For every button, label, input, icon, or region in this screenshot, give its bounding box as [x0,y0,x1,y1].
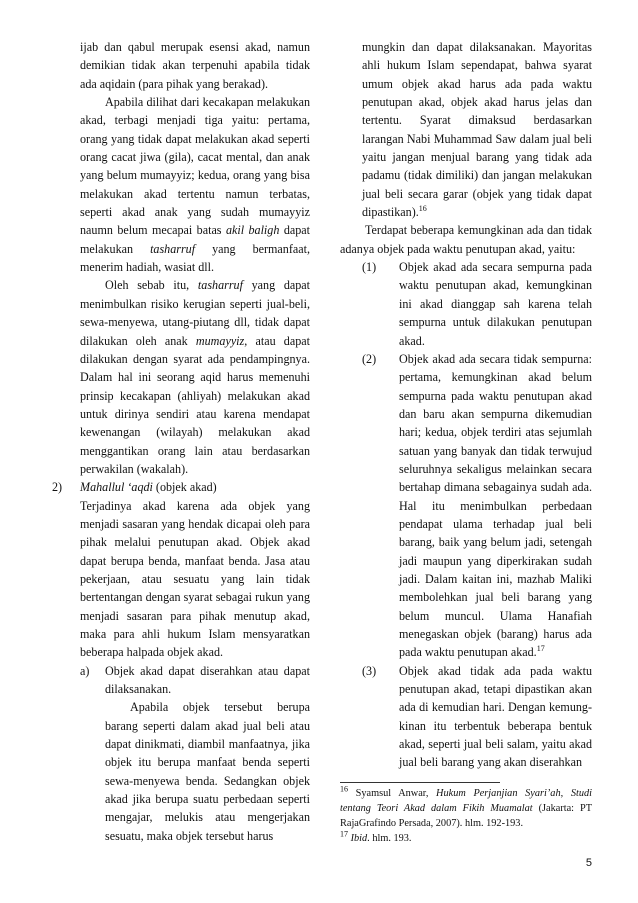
list-item-text: Objek akad ada secara tidak sempurna: pertama, kemungkinan akad belum sempurna pada waktu penutupan akad dan baru akan sempurna dikemudian hari; kedua, objek terdiri atas sejumlah satuan yang banyak dan tidak terwujud seluruhnya sekaligus melainkan secara bertahap dimana sebagainya sudah ada. Hal itu menimbulkan perbedaan pendapat ulama terhadap jual beli barang, baik yang belum jadi, setengah jadi maupun yang diperkirakan sudah jadi. Dalam kaitan ini, mazhab Maliki membolehkan jual beli barang yang belum muncul. Ulama Hanafiah menegaskan objek (barang) harus ada pada waktu penutupan akad.$^{17}$ [399,351,592,660]
list-marker: (3) [362,663,377,678]
list-item-2 [340,350,592,662]
paragraph: Apabila objek tersebut berupa barang seperti dalam akad jual beli atau dapat dinikmati, diambil manfaatnya, jika objek itu berupa manfaat benda seperti sewa-menyewa benda. Sedangkan objek akad jika berupa suatu perbedaan seperti mengajar, melukis atau mengerjakan sesuatu, maka objek tersebut harus [105,700,310,843]
left-column [52,38,310,845]
footnotes [340,786,592,846]
footnote-16: $^{16}$ Syamsul Anwar, Hukum Perjanjian Syari’ah, Studi tentang Teori Akad dalam Fikih Muamalat (Jakarta: PT RajaGrafindo Persada, 2007). hlm. 192-193. [340,784,592,829]
list-item-text: Objek akad tidak ada pada waktu penutupan akad, tetapi dipastikan akan ada di kemudian hari. Dengan kemung-kinan itu terbentuk beberapa bentuk akad, seperti jual beli salam, yaitu akad jual beli barang yang akan diserahkan [399,663,592,770]
paragraph: Apabila dilihat dari kecakapan melakukan akad, terbagi menjadi tiga yaitu: pertama, orang yang tidak dapat melakukan akad seperti orang cacat jiwa (gila), cacat mental, dan anak yang belum mumayyiz; kedua, orang yang bisa melakukan akad tertentu namun terbatas, seperti akad anak yang sudah mumayyiz naumn belum mecapai batas akil baligh dapat melakukan tasharruf yang bermanfaat, menerim hadiah, wasiat dll. [80,95,311,275]
footnote-ref: 16 [418,204,427,214]
page-number: 5 [585,857,592,869]
list-item-a [52,662,310,845]
paragraph: ijab dan qabul merupak esensi akad, namun demikian tidak akan terpenuhi apabila tidak ada aqidain (para pihak yang berakad). [80,40,310,91]
right-column [340,38,592,772]
footnote-17: $^{17}$ Ibid. hlm. 193. [340,829,412,844]
list-item-1 [340,258,592,350]
list-item-3 [340,662,592,772]
paragraph: Oleh sebab itu, tasharruf yang dapat menimbulkan risiko kerugian seperti jual-beli, sewa-menyewa, utang-piutang dll, tidak dapat dilakukan oleh anak mumayyiz, atau dapat dilakukan dengan syarat ada pendampingnya. Dalam hal ini seorang aqid harus memenuhi prinsip kecakapan (ahliyah) melakukan akad untuk dirinya sendiri atau karena mendapat kewenangan (wilayah) melakukan akad menggantikan orang lain atau berdasarkan perwakilan (wakalah). [80,278,311,476]
paragraph: mungkin dan dapat dilaksanakan. Mayoritas ahli hukum Islam sependapat, bahwa syarat umum objek akad harus ada pada waktu penutupan akad, objek akad harus jelas dan tertentu. Syarat dimaksud berdasarkan larangan Nabi Muhammad Saw dalam jual beli yaitu jangan menjual barang yang tidak ada padamu (tidak dimiliki) dan jangan melakukan jual beli secara garar (objek yang tidak dapat dipastikan).$^{16}$ [362,40,592,220]
footnote-ref: 17 [536,644,545,654]
list-item-text: Objek akad dapat diserahkan atau dapat dilaksanakan. [105,663,310,697]
list-item-text: Objek akad ada secara sempurna pada waktu penutupan akad, kemungkinan ini akad dianggap sah karena telah sempurna untuk dilakukan penutupan akad. [399,260,592,348]
list-marker: a) [80,663,90,678]
footnote-divider [340,782,500,783]
list-marker: (1) [362,260,377,275]
section-heading: Mahallul ‘aqdi (objek akad) [80,480,217,495]
paragraph: Terdapat beberapa kemungkinan ada dan tidak adanya objek pada waktu penutupan akad, yaitu: [340,223,592,256]
list-item-2 [52,478,310,661]
list-marker: (2) [362,351,377,366]
list-marker: 2) [52,480,63,495]
paragraph: Terjadinya akad karena ada objek yang menjadi sasaran yang hendak dicapai oleh para pihak melalui penutupan akad. Objek akad dapat berupa benda, manfaat benda. Jasa atau pekerjaan, atau sesuatu yang lain tidak bertentangan dengan syarat sebagai rukun yang menjadi sasaran para pihak menutup akad, maka para ahli hukum Islam mensyaratkan beberapa halpada objek akad. [80,498,310,660]
